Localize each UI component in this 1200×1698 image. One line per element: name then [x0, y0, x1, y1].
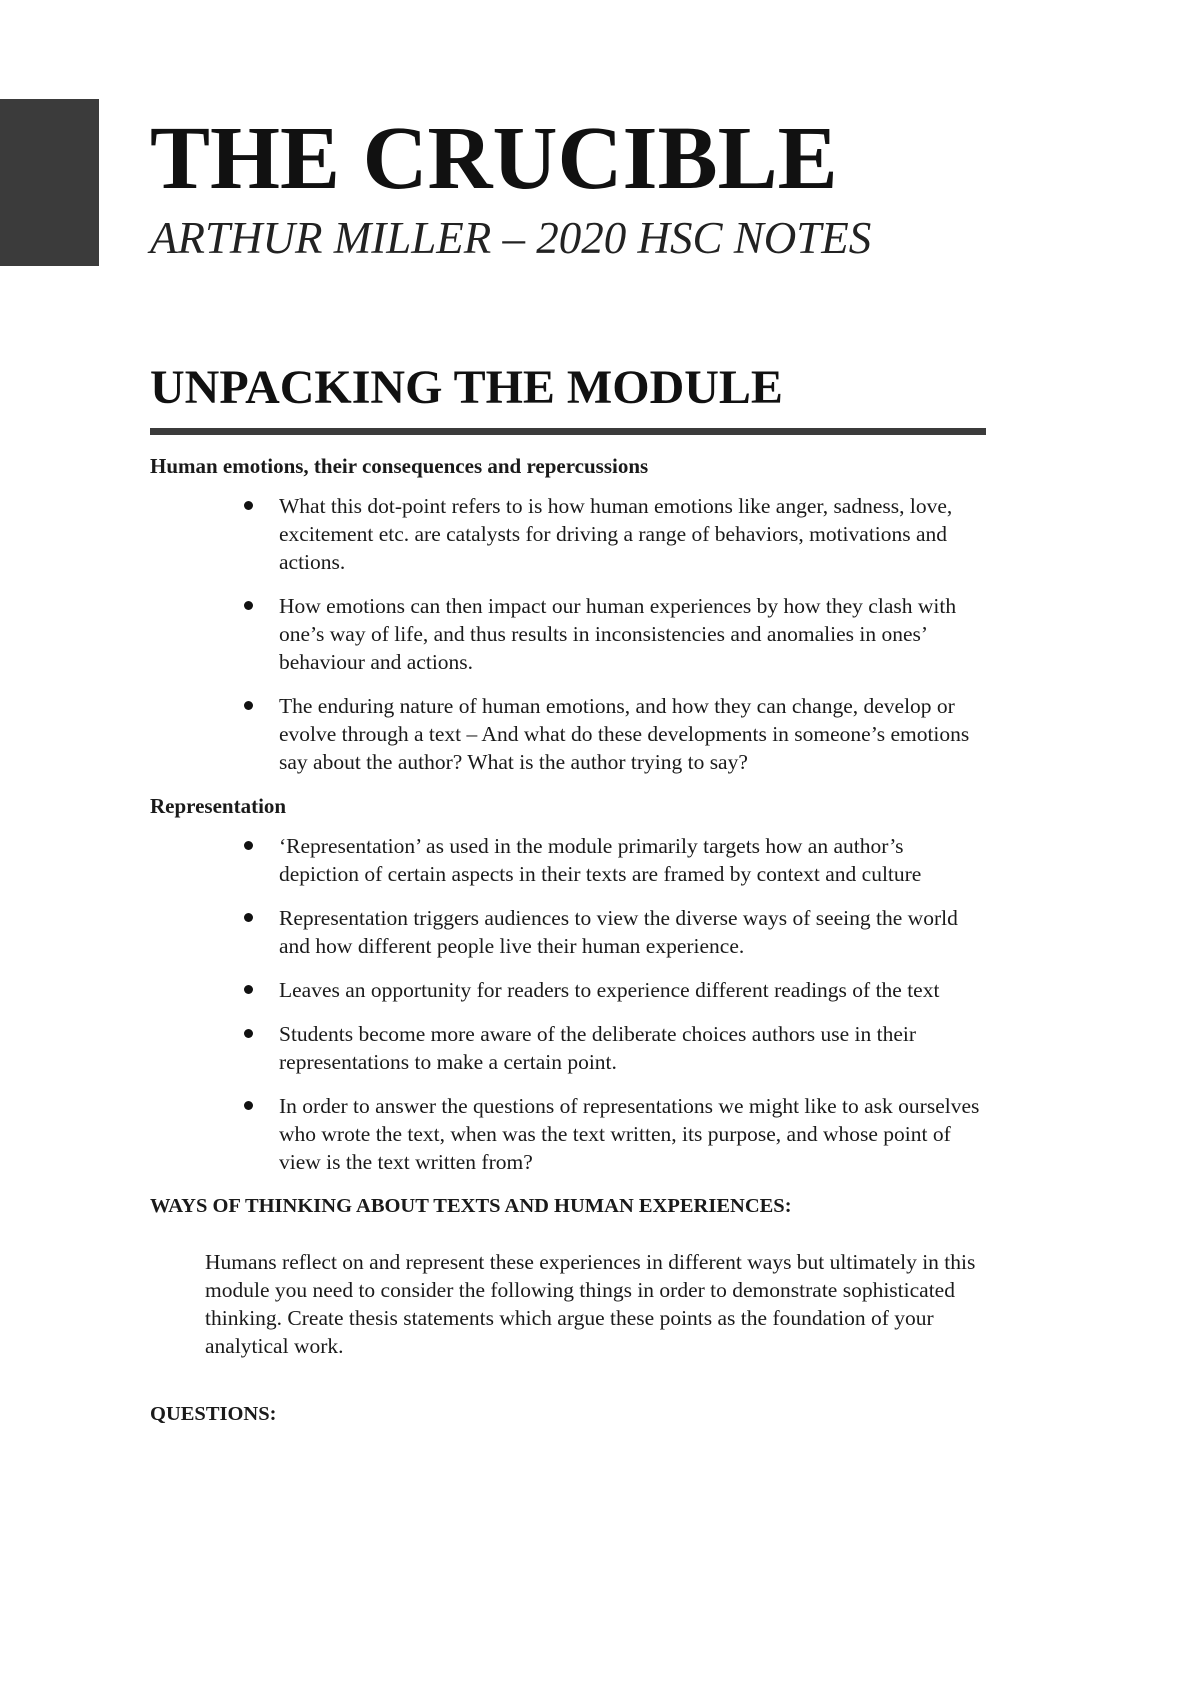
representation-bullet-list [150, 832, 986, 1176]
bullet-icon [244, 501, 253, 510]
bullet-text: Students become more aware of the deliberate choices authors use in their representations to make a certain point. [279, 1022, 917, 1074]
ways-of-thinking-paragraph: Humans reflect on and represent these experiences in different ways but ultimately in this module you need to consider the following things in order to demonstrate sophisticated thinking. Create thesis statements which argue these points as the foundation of your analytical work. [205, 1250, 976, 1358]
bullet-item [150, 492, 987, 576]
bullet-text: The enduring nature of human emotions, and how they can change, develop or evolve through a text – And what do these developments in someone’s emotions say about the author? What is the author trying to say? [279, 694, 970, 774]
bullet-icon [244, 913, 253, 922]
bullet-item [150, 832, 987, 888]
bullet-icon [244, 601, 253, 610]
side-accent-block [0, 99, 99, 266]
bullet-text: In order to answer the questions of representations we might like to ask ourselves who wrote the text, when was the text written, its purpose, and whose point of view is the text written from? [279, 1094, 980, 1174]
questions-heading: QUESTIONS: [150, 1403, 277, 1425]
document-title: THE CRUCIBLE [150, 109, 838, 208]
bullet-text: How emotions can then impact our human experiences by how they clash with one’s way of life, and thus results in inconsistencies and anomalies in ones’ behaviour and actions. [279, 594, 957, 674]
bullet-icon [244, 701, 253, 710]
bullet-item [150, 1092, 987, 1176]
section-divider [150, 428, 986, 435]
bullet-item [150, 692, 987, 776]
bullet-text: What this dot-point refers to is how human emotions like anger, sadness, love, excitement etc. are catalysts for driving a range of behaviors, motivations and actions. [279, 494, 953, 574]
bullet-text: ‘Representation’ as used in the module primarily targets how an author’s depiction of certain aspects in their texts are framed by context and culture [279, 834, 922, 886]
bullet-text: Leaves an opportunity for readers to experience different readings of the text [279, 978, 940, 1002]
emotions-heading: Human emotions, their consequences and repercussions [150, 454, 649, 478]
bullet-item [150, 1020, 987, 1076]
bullet-text: Representation triggers audiences to view the diverse ways of seeing the world and how different people live their human experience. [279, 906, 958, 958]
representation-heading: Representation [150, 794, 287, 818]
emotions-bullet-list [150, 492, 986, 776]
bullet-icon [244, 1101, 253, 1110]
module-content [150, 452, 986, 1440]
bullet-icon [244, 841, 253, 850]
bullet-item [150, 904, 987, 960]
document-subtitle: ARTHUR MILLER – 2020 HSC NOTES [150, 213, 872, 263]
bullet-icon [244, 1029, 253, 1038]
section-heading: UNPACKING THE MODULE [150, 361, 783, 414]
bullet-icon [244, 985, 253, 994]
ways-of-thinking-heading: WAYS OF THINKING ABOUT TEXTS AND HUMAN EXPERIENCES: [150, 1195, 792, 1217]
bullet-item [150, 592, 987, 676]
bullet-item [150, 976, 987, 1004]
